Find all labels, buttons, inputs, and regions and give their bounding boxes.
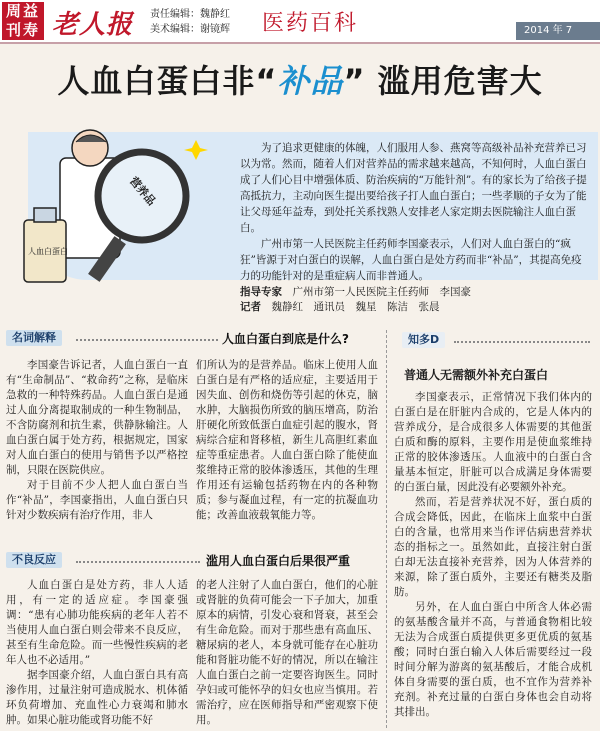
date-bar: 2014 年 7 (516, 22, 600, 40)
section-label-definition: 名词解释 (6, 330, 62, 346)
expert-name: 广州市第一人民医院主任药师 李国豪 (292, 286, 471, 298)
headline-part: ” 滥用危害大 (343, 62, 543, 100)
sec1-column-right (196, 358, 378, 523)
drawer-label: 营养品 (126, 174, 159, 209)
intro-paragraph: 为了追求更健康的体魄，人们服用人参、燕窝等高级补品补充营养已习以为常。然而，随着人们对营养品的需求越来越高，不知何时，人血白蛋白成了人们心目中增强体质、防治疾病的“万能针剂”。有的家长为了给孩子提高抵抗力，主动向医生提出要给孩子打人血白蛋白；一些孝顺的子女为了能让父母延年益寿，到处托关系找熟人安排老人家定期去医院输注人血白蛋白。 (240, 142, 587, 234)
sidebar-body (394, 390, 592, 720)
sidebar-label: 知多D (402, 332, 445, 348)
paragraph: 们所认为的是营养品。临床上使用人血白蛋白是有严格的适应症，主要适用于因失血、创伤和烧伤等引起的休克，脑水肿，大脑损伤所致的脑压增高，防治肝硬化所致低蛋白血症引起的腹水，肾病综合症和肾移植，新生儿高胆红素血症等重症患者。人血白蛋白除了能使血浆维持正常的胶体渗透压，其他的生理作用还有运输包括药物在内的各种物质；参与凝血过程，有一定的抗凝血功能；改善血液载氧能力等。 (196, 359, 378, 521)
logo-char: 益 (23, 2, 41, 20)
logo-char: 刊 (5, 21, 23, 39)
logo-char: 周 (5, 2, 23, 20)
expert-label: 指导专家 (240, 286, 282, 298)
logo-char: 寿 (23, 21, 41, 39)
page-header (0, 0, 600, 44)
intro-text (240, 140, 590, 284)
paragraph: 据李国豪介绍，人血白蛋白具有高渗作用，过量注射可造成脱水、机体循环负荷增加、充血性心力衰竭和肺水肿。如果心脏功能或肾功能不好 (6, 669, 188, 726)
paragraph: 对于目前不少人把人血白蛋白当作“补品”，李国豪指出，人血白蛋白只针对少数疾病有治疗作用，非人 (6, 479, 188, 521)
reporter-label: 记者 (240, 301, 261, 313)
editor-credits (150, 7, 230, 37)
paragraph: 李国豪表示，正常情况下我们体内的白蛋白是在肝脏内合成的，它是人体内的营养成分，是合成很多人体需要的其他蛋白质和酶的原料，主要作用是使血浆维持正常的胶体渗透压。人血液中的白蛋白含量基本恒定，肝脏可以合成满足身体需要的白蛋白量，因此没有必要额外补充。 (394, 391, 592, 493)
page-title (0, 56, 600, 102)
paper-name: 老人报 (52, 10, 134, 40)
section-title: 滥用人血白蛋白后果很严重 (206, 554, 351, 568)
editor-line: 美术编辑：谢镜辉 (150, 24, 230, 35)
headline-part: 人血白蛋白非“ (57, 62, 278, 100)
paragraph: 人血白蛋白是处方药，非人人适用，有一定的适应症。李国豪强调：“患有心肺功能疾病的老年人若不当使用人血白蛋白则会带来不良反应，甚至有生命危险。而一些慢性疾病的老年人也不必适用。” (6, 579, 188, 666)
illustration (20, 128, 232, 286)
sec2-column-right (196, 578, 378, 728)
paragraph: 另外，在人血白蛋白中所含人体必需的氨基酸含量并不高，与普通食物相比较无法为合成蛋白质提供更多更优质的氨基酸；同时白蛋白输入人体后需要经过一段时间分解为游离的氨基酸后，才能合成机体自身需要的蛋白质，也不宜作为营养补充剂。补充过量的白蛋白身体也会自动将其排出。 (394, 601, 592, 718)
section-label-side-effects: 不良反应 (6, 552, 62, 568)
intro-paragraph: 广州市第一人民医院主任药师李国豪表示，人们对人血白蛋白的“疯狂”皆源于对白蛋白的误解，人血白蛋白是处方药而非“补品”，其提高免疫力的功能针对的是重症病人而非普通人。 (240, 238, 582, 282)
divider (454, 341, 590, 343)
byline (240, 285, 590, 315)
section-name: 医药百科 (262, 11, 359, 36)
sparkle-icon (184, 140, 208, 160)
editor-line: 责任编辑：魏静红 (150, 9, 230, 20)
paragraph: 李国豪告诉记者，人血白蛋白一直有“生命制品”、“救命药”之称，是临床急救的一种特殊药品。人血白蛋白是通过人血分离提取制成的一种生物制品，不含防腐剂和抗生素，供静脉输注。人血白蛋白属于处方药，根据规定，国家对人血白蛋白的使用与销售予以严格控制，只限在医院供应。 (6, 359, 188, 476)
sec2-column-left (6, 578, 188, 728)
paragraph: 然而，若是营养状况不好，蛋白质的合成会降低，因此，在临床上血浆中白蛋白的含量，也常用来当作评估病患营养状态的指标之一。虽然如此，直接注射白蛋白却无法直接补充营养，因为人体营养的来源，除了蛋白质外，主要还有糖类及脂肪。 (394, 496, 592, 598)
divider (76, 561, 200, 563)
magnifier-icon (88, 152, 186, 282)
divider (76, 339, 218, 341)
sidebar-title: 普通人无需额外补充白蛋白 (404, 368, 549, 382)
bottle-label: 人血白蛋白 (28, 247, 68, 256)
sidebar-box (388, 322, 596, 728)
logo (2, 2, 44, 40)
paragraph: 的老人注射了人血白蛋白，他们的心脏或肾脏的负荷可能会一下子加大，加重原本的病情，引发心衰和肾衰，甚至会有生命危险。而对于那些患有高血压、糖尿病的老人，本身就可能存在心脏功能和肾脏功能不好的情况，所以在输注人血白蛋白之前一定要咨询医生。同时孕妇或可能怀孕的妇女也应当慎用。若需治疗，应在医师指导和严密观察下使用。 (196, 579, 378, 726)
byline-expert (240, 285, 590, 300)
section-title: 人血白蛋白到底是什么? (222, 332, 349, 346)
sec1-column-left (6, 358, 188, 523)
column-divider (386, 330, 387, 728)
headline-highlight: 补品 (277, 62, 344, 100)
reporter-name: 魏静红 通讯员 魏星 陈洁 张晨 (271, 301, 440, 313)
byline-reporter (240, 300, 590, 315)
